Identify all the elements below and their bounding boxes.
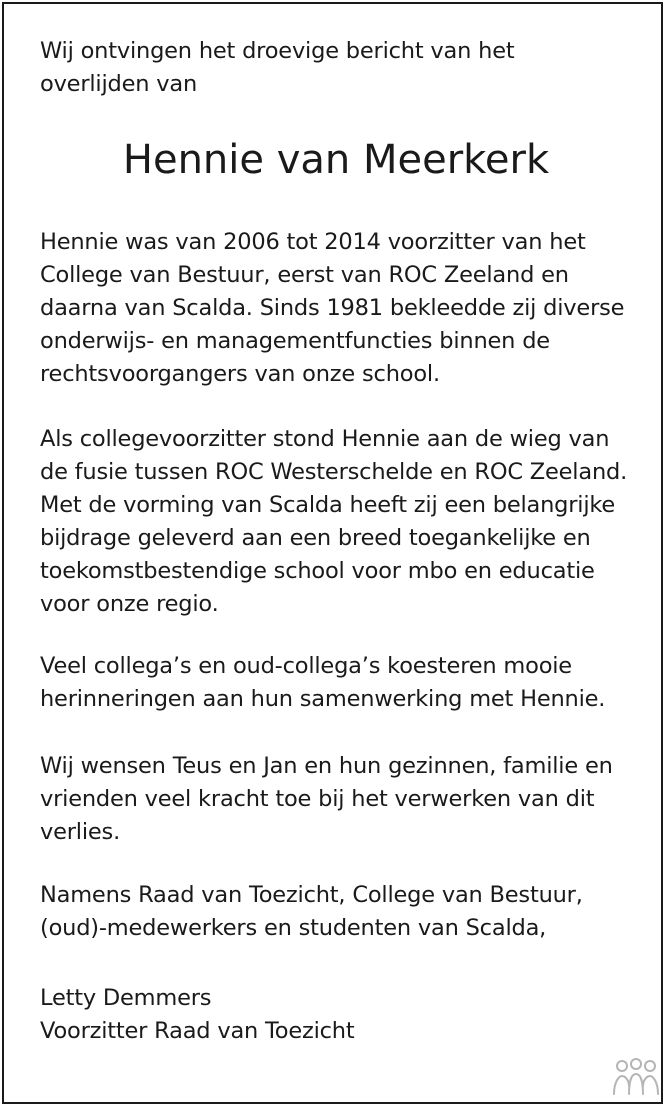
paragraph-on-behalf: Namens Raad van Toezicht, College van Bestuur, (oud)-medewerkers en studenten van Scalda, — [40, 882, 583, 941]
paragraph-career: Hennie was van 2006 tot 2014 voorzitter van het College van Bestuur, eerst van ROC Zeeland en daarna van Scalda. Sinds 1981 bekleedde zij diverse onderwijs- en managementfuncties binnen de rechtsvoorgangers van onze school. — [40, 229, 625, 387]
signature: Letty Demmers Voorzitter Raad van Toezicht — [40, 985, 355, 1044]
intro-text: Wij ontvingen het droevige bericht van het overlijden van — [40, 38, 515, 97]
notice-content — [40, 35, 640, 1048]
deceased-name: Hennie van Meerkerk — [122, 137, 550, 183]
paragraph-memories: Veel collega’s en oud-collega’s koesteren mooie herinneringen aan hun samenwerking met Hennie. — [40, 653, 606, 712]
paragraph-condolences: Wij wensen Teus en Jan en hun gezinnen, familie en vrienden veel kracht toe bij het verwerken van dit verlies. — [40, 753, 613, 845]
people-group-icon — [611, 1058, 661, 1096]
paragraph-merger: Als collegevoorzitter stond Hennie aan de wieg van de fusie tussen ROC Westerschelde en ROC Zeeland. Met de vorming van Scalda heeft zij een belangrijke bijdrage geleverd aan een breed toegankelijke en toekomstbestendige school voor mbo en educatie voor onze regio. — [40, 426, 628, 617]
